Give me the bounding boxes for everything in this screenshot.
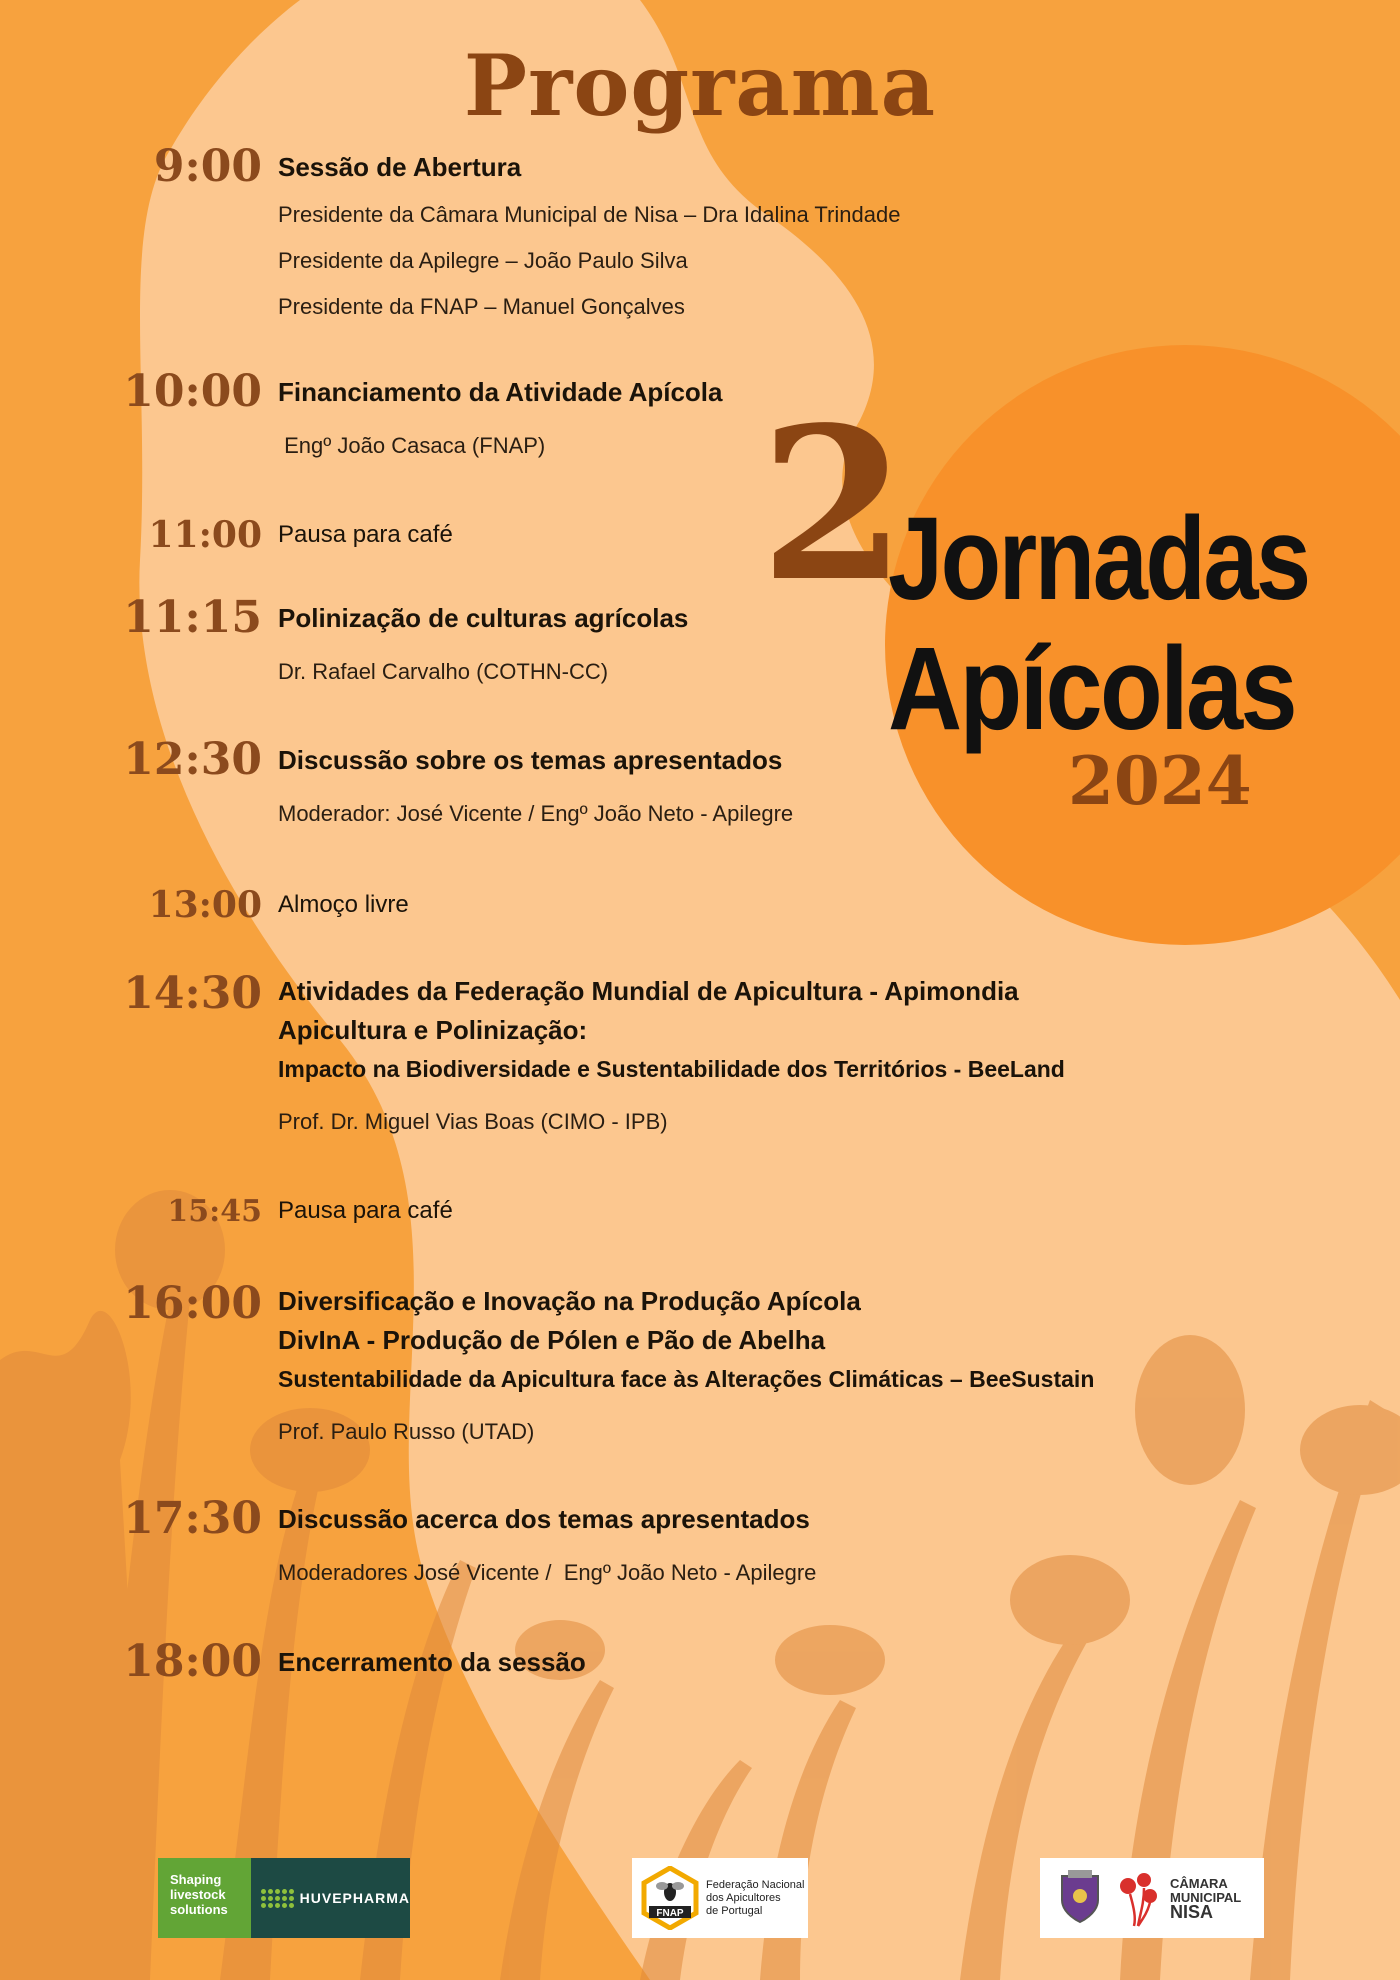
schedule-headline: Diversificação e Inovação na Produção Apícola: [278, 1286, 861, 1316]
schedule-body: [278, 151, 1298, 330]
schedule-body: [278, 972, 1298, 1145]
schedule-detail: Moderadores José Vicente / Engº João Neto - Apilegre: [278, 1559, 817, 1585]
schedule-time: 10:00: [123, 366, 262, 417]
schedule-time: 9:00: [153, 141, 262, 192]
schedule-headline: Atividades da Federação Mundial de Apicultura - Apimondia: [278, 976, 1019, 1006]
schedule-headline: Polinização de culturas agrícolas: [278, 603, 689, 633]
page-title: Programa: [463, 36, 937, 135]
huvepharma-logo: [158, 1858, 410, 1938]
schedule-body: [278, 1282, 1298, 1455]
schedule-detail: Prof. Paulo Russo (UTAD): [278, 1419, 535, 1444]
schedule-detail: Dr. Rafael Carvalho (COTHN-CC): [278, 658, 609, 684]
dots-icon: [261, 1889, 294, 1908]
coat-of-arms-icon: [1050, 1868, 1110, 1928]
schedule-detail: Presidente da Apilegre – João Paulo Silva: [278, 247, 688, 273]
schedule-time: 13:00: [148, 884, 262, 926]
schedule-headline: Encerramento da sessão: [278, 1647, 586, 1677]
schedule-time: 14:30: [123, 968, 262, 1019]
schedule-body: [278, 1646, 1298, 1679]
schedule-plain: Almoço livre: [278, 891, 409, 918]
schedule-detail: Presidente da Câmara Municipal de Nisa – Dra Idalina Trindade: [278, 201, 901, 227]
schedule-headline-3: Impacto na Biodiversidade e Sustentabilidade dos Territórios - BeeLand: [278, 1056, 1065, 1082]
event-title-line2: Apícolas: [888, 623, 1296, 755]
huvepharma-tagline: Shaping livestock solutions: [158, 1858, 251, 1938]
schedule-body: [278, 1503, 1298, 1596]
schedule-detail: Prof. Dr. Miguel Vias Boas (CIMO - IPB): [278, 1109, 668, 1134]
camara-nisa-logo: [1040, 1858, 1264, 1938]
schedule-time: 15:45: [167, 1194, 262, 1229]
schedule-detail: Moderador: José Vicente / Engº João Neto - Apilegre: [278, 800, 794, 826]
schedule-headline-3: Sustentabilidade da Apicultura face às Alterações Climáticas – BeeSustain: [278, 1366, 1095, 1392]
schedule-time: 11:15: [123, 592, 262, 643]
schedule-time: 16:00: [123, 1278, 262, 1329]
fnap-logo: [632, 1858, 808, 1938]
schedule-time: 17:30: [123, 1493, 262, 1544]
schedule-headline: Discussão sobre os temas apresentados: [278, 745, 783, 775]
schedule-plain: Pausa para café: [278, 521, 453, 548]
flower-icon: [1110, 1868, 1166, 1928]
schedule-plain: Pausa para café: [278, 1197, 453, 1224]
schedule-detail: Presidente da FNAP – Manuel Gonçalves: [278, 293, 685, 319]
schedule-time: 12:30: [123, 734, 262, 785]
event-year: 2024: [1068, 742, 1252, 820]
schedule-headline-2: DivInA - Produção de Pólen e Pão de Abelha: [278, 1325, 826, 1355]
schedule-time: 18:00: [123, 1636, 262, 1687]
schedule-headline-2: Apicultura e Polinização:: [278, 1015, 588, 1045]
schedule-headline: Sessão de Abertura: [278, 152, 522, 182]
huvepharma-wordmark: HUVEPHARMA: [251, 1858, 410, 1938]
edition-number: 2: [760, 381, 907, 628]
svg-text:FNAP: FNAP: [656, 1908, 684, 1919]
schedule-body: [278, 891, 1298, 919]
schedule-detail: Engº João Casaca (FNAP): [278, 432, 546, 458]
schedule-time: 11:00: [148, 514, 262, 556]
schedule-headline: Financiamento da Atividade Apícola: [278, 377, 723, 407]
bee-hexagon-icon: [640, 1866, 700, 1930]
schedule-body: [278, 1197, 1298, 1225]
camara-text: CÂMARA MUNICIPAL NISA: [1170, 1876, 1242, 1922]
event-title-line1: Jornadas: [888, 493, 1309, 625]
schedule-headline: Discussão acerca dos temas apresentados: [278, 1504, 810, 1534]
fnap-text: Federação Nacional dos Apicultores de Portugal: [706, 1878, 805, 1917]
